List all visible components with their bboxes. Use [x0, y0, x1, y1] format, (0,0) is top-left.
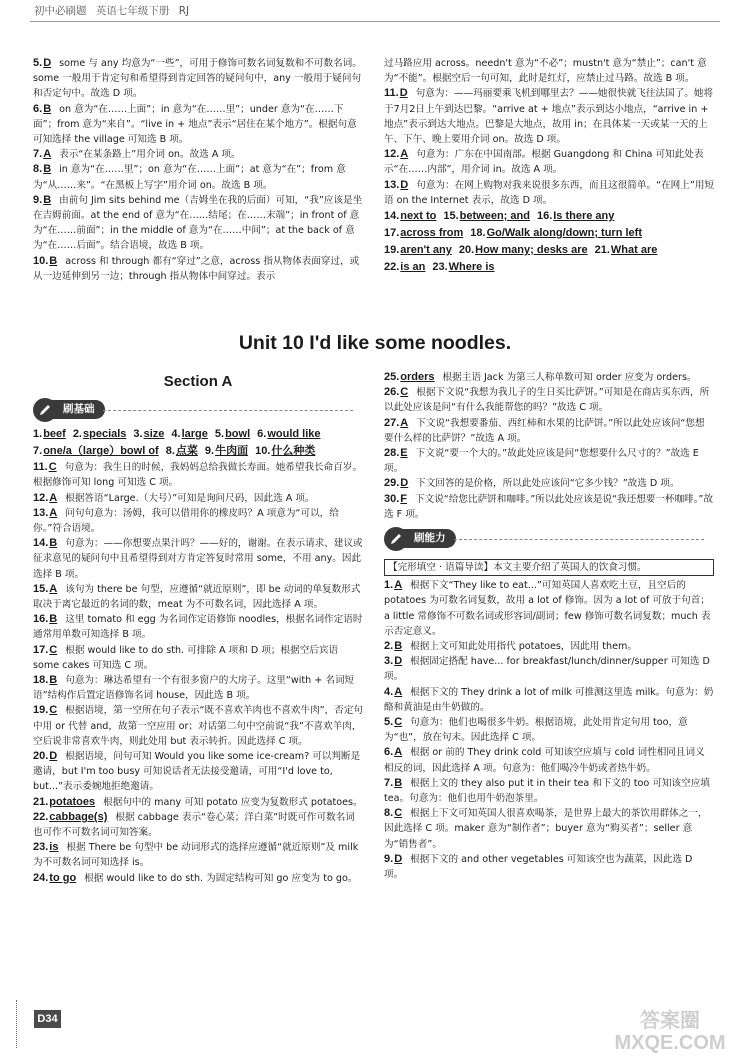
item-number: 27.	[384, 416, 400, 429]
left-bottom-column	[33, 362, 363, 886]
item-answer: C	[400, 386, 409, 399]
item-explanation: 下文说“给您比萨饼和咖啡。”所以此处应该是说“我还想要一杯咖啡。”故选 F 项。	[384, 493, 714, 520]
item-number: 23.	[33, 841, 49, 854]
item-number: 13.	[33, 506, 49, 519]
answer-item	[33, 254, 363, 284]
answer-item	[33, 536, 363, 582]
answer-item	[384, 745, 714, 775]
item-answer: D	[394, 852, 403, 865]
divider	[103, 410, 353, 411]
item-answer: B	[49, 613, 58, 626]
item-number: 21.	[594, 244, 610, 257]
item-explanation: 根据下文的 and other vegetables 可知该空也为蔬菜，因此选 D 项。	[384, 853, 693, 881]
item-number: 17.	[384, 227, 400, 240]
item-number: 2.	[384, 640, 394, 653]
answer-list	[33, 56, 363, 284]
item-explanation: 根据 would like to do sth. 为固定结构可知 go 应变为 to go。	[84, 872, 358, 884]
answer-item	[384, 639, 714, 654]
item-explanation: 根据上文的 they also put it in their tea 和下文的 too 可知该空应填 tea。句意为：他们也用牛奶泡茶里。	[384, 777, 710, 805]
item-number: 15.	[443, 210, 459, 223]
fill-answer: between; and	[459, 210, 530, 223]
item-explanation: 根据 cabbage 表示“卷心菜；洋白菜”时既可作可数名词也可作不可数名词可知答案。	[33, 811, 355, 839]
answer-item	[33, 460, 363, 490]
fill-answer: 点菜	[175, 445, 198, 458]
item-number: 15.	[33, 582, 49, 595]
answer-item	[384, 86, 714, 147]
section-title: Section A	[163, 373, 233, 390]
ability-badge-label: 刷能力	[402, 529, 456, 548]
item-number: 2.	[72, 428, 82, 441]
item-answer: C	[49, 704, 58, 717]
item-number: 8.	[165, 445, 175, 458]
item-answer: A	[400, 148, 409, 161]
answer-item	[384, 370, 714, 385]
answer-list	[384, 370, 714, 522]
fill-answer: 什么种类	[271, 445, 316, 458]
item-answer: D	[49, 750, 58, 763]
basic-badge	[33, 399, 105, 420]
item-number: 3.	[133, 428, 143, 441]
item-number: 10.	[255, 445, 271, 458]
fill-row	[33, 426, 363, 443]
item-number: 9.	[384, 852, 394, 865]
page-margin-line	[16, 1000, 17, 1048]
item-answer: B	[43, 193, 52, 206]
item-answer: D	[400, 477, 409, 490]
fill-answer: Go/Walk along/down; turn left	[486, 227, 642, 240]
item-answer: orders	[400, 371, 435, 383]
item-explanation: 问句句意为：汤姆，我可以借用你的橡皮吗？A 项意为“可以，给你。”符合语境。	[33, 507, 339, 535]
item-explanation: 根据固定搭配 have... for breakfast/lunch/dinner/supper 可知选 D 项。	[384, 656, 710, 683]
answer-item	[33, 703, 363, 749]
item-number: 8.	[384, 807, 394, 820]
item-explanation: 下文说“要一个大的。”故此处应该是问“您想要什么尺寸的？”故选 E 项。	[384, 448, 699, 475]
fill-answer: next to	[400, 210, 437, 223]
item-number: 10.	[33, 254, 49, 267]
reading-guide: 【完形填空 · 语篇导读】本文主要介绍了英国人的饮食习惯。	[384, 559, 714, 576]
ability-badge	[384, 528, 456, 549]
answer-item	[33, 147, 363, 162]
item-number: 8.	[33, 163, 43, 176]
answer-item	[33, 749, 363, 795]
item-answer: B	[49, 537, 58, 550]
item-explanation: 根据语境，第一空所在句子表示“既不喜欢羊肉也不喜欢牛肉”，否定句中用 or 代替 and，故第一空应用 or；对话第二句中空前说“我”不喜欢羊肉，空后说非常喜欢牛肉，则此处用 but 表示转折。因此选择 C 项。	[33, 705, 364, 747]
item-explanation: on 意为“在……上面”；in 意为“在……里”；under 意为“在……下面”；from 意为“来自”。“live in + 地点”表示“居住在某个地方”。根据句意可知选择 the village 可知选 B 项。	[33, 103, 357, 146]
fill-row	[384, 225, 714, 242]
fill-answer: beef	[43, 428, 66, 441]
item-explanation: 根据 There be 句型中 be 动词形式的选择应遵循“就近原则”及 milk 为不可数名词可知选择 is。	[33, 842, 359, 869]
item-answer: A	[400, 416, 409, 429]
item-number: 19.	[384, 244, 400, 257]
answer-item	[33, 162, 363, 192]
answer-item	[384, 806, 714, 852]
fill-row	[33, 443, 363, 460]
item-explanation: 下文回答的是价格，所以此处应该问“它多少钱？”故选 D 项。	[416, 478, 680, 490]
item-number: 18.	[470, 227, 486, 240]
item-number: 22.	[33, 810, 49, 823]
answer-item	[33, 193, 363, 254]
answer-item	[33, 612, 363, 642]
page-header	[34, 4, 195, 19]
fill-row	[384, 242, 714, 259]
right-bottom-column	[384, 370, 714, 882]
item-number: 25.	[384, 371, 400, 383]
header-rule	[30, 21, 720, 22]
item-explanation: across 和 through 都有“穿过”之意，across 指从物体表面穿过，或从一边延伸到另一边；through 指从物体中间穿过。表示	[33, 255, 360, 282]
item-answer: B	[49, 674, 58, 687]
watermark-logo: 答案圈 MXQE.COM	[614, 1010, 726, 1054]
answer-item	[33, 506, 363, 536]
answer-item	[384, 476, 714, 491]
item-answer: B	[43, 163, 52, 176]
item-answer: A	[49, 582, 58, 595]
item-answer: B	[394, 640, 403, 653]
header-subject: 英语七年级下册	[95, 5, 170, 17]
item-number: 6.	[384, 746, 394, 759]
answer-item	[384, 385, 714, 415]
fill-row	[384, 259, 714, 276]
item-number: 30.	[384, 492, 400, 505]
answer-item	[33, 795, 363, 810]
item-answer: D	[394, 655, 403, 668]
item-number: 14.	[384, 210, 400, 223]
item-explanation: 句意为：——玛丽要乘飞机到哪里去？——她很快就飞往法国了。她将于7月2日上午到达巴黎。“arrive at + 地点”表示到达小地点，“arrive in + 地点”表示到达大地点。巴黎是大地点，故用 in；在具体某一天或某一天的上午、下午、晚上要用介词 on。故选 D 项。	[384, 88, 714, 146]
answer-item	[33, 102, 363, 148]
fill-answer-list	[33, 426, 363, 460]
item-explanation: 根据语境，问句可知 Would you like some ice-cream? 可以判断是邀请，but I'm too busy 可知说话者无法接受邀请，可用“I'd love to, but...”表示委婉地拒绝邀请。	[33, 751, 361, 793]
left-top-column	[33, 56, 363, 284]
item-number: 11.	[33, 461, 48, 474]
header-book: 初中必刷题	[34, 5, 87, 17]
answer-item	[384, 416, 714, 446]
item-explanation: 该句为 there be 句型，应遵循“就近原则”，即 be 动词的单复数形式取决于离它最近的名词的数，meat 为不可数名词，因此选择 A 项。	[33, 583, 361, 611]
answer-item	[384, 178, 714, 208]
header-edition: RJ	[178, 5, 190, 17]
fill-answer: size	[143, 428, 165, 441]
item-number: 29.	[384, 477, 400, 490]
item-answer: F	[400, 492, 408, 505]
item-explanation: 由前句 Jim sits behind me（吉姆坐在我的后面）可知，“我”应该是坐在吉姆前面。at the end of 意为“在……结尾；在……末端”；in front of 意为“在……前面”；in the middle of 意为“在……中间”；at the back of 意为“在……后面”。结合语境，故选 B 项。	[33, 194, 363, 252]
item-number: 4.	[171, 428, 181, 441]
item-number: 22.	[384, 261, 400, 274]
fill-answer-list	[384, 208, 714, 276]
item-answer: B	[43, 102, 52, 115]
basic-badge-label: 刷基础	[51, 400, 105, 419]
answer-item	[33, 673, 363, 703]
fill-answer: would like	[267, 428, 321, 441]
answer-item	[33, 871, 363, 886]
item-answer: B	[394, 776, 403, 789]
item-number: 13.	[384, 178, 400, 191]
answer-item	[384, 147, 714, 177]
fill-answer: one/a（large）bowl of	[43, 445, 159, 458]
item-number: 16.	[33, 613, 49, 626]
item-number: 23.	[432, 261, 448, 274]
page-number: D34	[34, 1010, 61, 1028]
item-number: 18.	[33, 674, 49, 687]
answer-list	[33, 460, 363, 886]
item-number: 1.	[33, 428, 43, 441]
answer-item	[384, 685, 714, 715]
item-explanation: 句意为：琳达希望有一个有很多窗户的大房子。这里“with + 名词短语”结构作后置定语修饰名词 house，因此选 B 项。	[33, 675, 355, 702]
item-explanation: some 与 any 均意为“一些”，可用于修饰可数名词复数和不可数名词。some 一般用于肯定句和希望得到肯定回答的疑问句中，any 一般用于疑问句和否定句中。故选 D 项。	[33, 58, 362, 100]
item-number: 5.	[33, 57, 43, 69]
answer-item	[384, 715, 714, 745]
item-explanation: 句意为：在网上购物对我来说很多东西，而且这很简单。“在网上”用短语 on the Internet 表示，故选 D 项。	[384, 179, 715, 206]
right-top-column	[384, 56, 714, 276]
item-answer: A	[43, 148, 52, 161]
fill-answer: 牛肉面	[215, 445, 249, 458]
item-explanation: 根据主语 Jack 为第三人称单数可知 order 应变为 orders。	[442, 372, 697, 383]
item-number: 6.	[257, 428, 267, 441]
item-answer: E	[400, 447, 408, 460]
fill-row	[384, 208, 714, 225]
item-explanation: 过马路应用 across。needn't 意为“不必”；mustn't 意为“禁止”；can't 意为“不能”。根据空后一句可知，此时是红灯，应禁止过马路。故选 B 项。	[384, 58, 707, 85]
pen-icon	[384, 527, 408, 551]
answer-item	[33, 840, 363, 870]
item-number: 3.	[384, 655, 394, 668]
item-answer: potatoes	[49, 795, 96, 808]
fill-answer: large	[181, 428, 208, 441]
item-answer: D	[400, 178, 409, 191]
answer-item	[384, 446, 714, 476]
item-answer: is	[49, 841, 59, 854]
item-number: 21.	[33, 795, 49, 808]
item-explanation: 根据上文可知此处用指代 potatoes，因此用 them。	[410, 641, 637, 653]
item-answer: B	[49, 254, 58, 267]
item-number: 12.	[33, 491, 49, 504]
item-explanation: 表示“在某条路上”用介词 on。故选 A 项。	[59, 149, 241, 161]
item-explanation: 句意为：广东在中国南部。根据 Guangdong 和 China 可知此处表示“在……内部”，用介词 in。故选 A 项。	[384, 149, 704, 176]
item-answer: C	[48, 461, 57, 474]
answer-item	[33, 56, 363, 102]
answer-item	[33, 810, 363, 840]
item-answer: C	[394, 716, 403, 729]
item-number: 28.	[384, 447, 400, 460]
item-answer: D	[399, 87, 408, 100]
item-explanation: 根据句中的 many 可知 potato 应变为复数形式 potatoes。	[103, 796, 363, 808]
item-number: 7.	[384, 776, 394, 789]
item-explanation: 根据下文的 They drink a lot of milk 可推测这里选 milk。句意为：奶酪和黄油是由牛奶做的。	[384, 686, 714, 713]
item-number: 14.	[33, 537, 49, 550]
fill-answer: How many; desks are	[475, 244, 588, 257]
item-number: 9.	[33, 193, 43, 206]
fill-answer: specials	[83, 428, 127, 441]
item-number: 26.	[384, 386, 400, 399]
item-explanation: 句意为：——你想要点果汁吗？——好的，谢谢。在表示请求、建议或征求意见的疑问句中且希望得到对方肯定答复时常用 some，不用 any。因此选择 B 项。	[33, 538, 363, 580]
fill-answer: is an	[400, 261, 426, 274]
item-number: 20.	[458, 244, 475, 257]
item-number: 16.	[536, 210, 553, 223]
answer-item	[33, 491, 363, 506]
item-number: 7.	[33, 148, 43, 161]
answer-item	[384, 492, 714, 522]
fill-answer: Where is	[448, 261, 495, 274]
item-explanation: in 意为“在……里”；on 意为“在……上面”；at 意为“在”；from 意为“从……来”。“在黑板上写字”用介词 on。故选 B 项。	[33, 164, 346, 191]
fill-answer: across from	[400, 227, 464, 240]
answer-item	[384, 776, 714, 806]
item-explanation: 句意为：他们也喝很多牛奶。根据语境，此处用肯定句用 too，意为“也”，放在句末。因此选择 C 项。	[384, 717, 688, 744]
item-answer: cabbage(s)	[49, 810, 108, 823]
item-number: 1.	[384, 579, 394, 592]
item-number: 17.	[33, 643, 49, 656]
answer-item	[384, 578, 714, 639]
item-answer: A	[394, 685, 403, 698]
item-answer: C	[394, 807, 403, 820]
answer-item	[384, 56, 714, 86]
fill-answer: bowl	[225, 428, 251, 441]
unit-title: Unit 10 I'd like some noodles.	[238, 332, 512, 354]
pen-icon	[33, 398, 57, 422]
item-explanation: 根据下文“They like to eat...”可知英国人喜欢吃土豆，且空后的 potatoes 为可数名词复数，故用 a lot of 修饰。因为 a lot of 可放于句首；a little 常修饰不可数名词或形容词/副词；few 修饰可数名词复数；much 表示否定意义。	[384, 580, 711, 637]
fill-answer: Is there any	[553, 210, 615, 223]
item-explanation: 根据 or 前的 They drink cold 可知该空应填与 cold 词性相同且词义相反的词，因此选择 A 项。句意为：他们喝冷牛奶或者热牛奶。	[384, 747, 705, 774]
answer-item	[33, 643, 363, 673]
answer-list	[384, 578, 714, 882]
item-number: 12.	[384, 148, 400, 161]
item-explanation: 根据答语“Large.（大号）”可知是询问尺码，因此选 A 项。	[65, 492, 315, 504]
answer-item	[384, 654, 714, 684]
answer-item	[33, 582, 363, 612]
fill-answer: aren't any	[400, 244, 452, 257]
divider	[454, 539, 704, 540]
item-explanation: 这里 tomato 和 egg 为名词作定语修饰 noodles，根据名词作定语时通常用单数可知选择 B 项。	[33, 614, 363, 641]
item-number: 5.	[214, 428, 225, 441]
item-explanation: 根据下文说“我想为我儿子的生日买比萨饼。”可知是在商店买东西，所以此处应该是问“有什么我能帮您的吗？”故选 C 项。	[384, 387, 710, 414]
item-explanation: 句意为：我生日的时候，我妈妈总给我做长寿面。她希望我长命百岁。根据修饰可知 long 可知选 C 项。	[33, 462, 363, 489]
item-number: 24.	[33, 871, 49, 884]
item-explanation: 下文说“我想要番茄、西红柿和水果的比萨饼。”所以此处应该问“您想要什么样的比萨饼？”故选 A 项。	[384, 417, 705, 444]
item-explanation: 根据上下文可知英国人很喜欢喝茶，是世界上最大的茶饮用群体之一，因此选择 C 项。maker 意为“制作者”；buyer 意为“购买者”；seller 意为“销售者”。	[384, 808, 708, 850]
item-answer: A	[49, 506, 58, 519]
item-explanation: 根据 would like to do sth. 可排除 A 项和 D 项；根据空后宾语 some cakes 可知选 C 项。	[33, 644, 339, 671]
item-number: 6.	[33, 102, 43, 115]
item-number: 20.	[33, 750, 49, 763]
item-answer: C	[49, 643, 58, 656]
item-number: 9.	[204, 445, 215, 458]
item-number: 4.	[384, 685, 394, 698]
item-number: 5.	[384, 716, 394, 729]
item-answer: A	[49, 491, 58, 504]
fill-answer: What are	[610, 244, 658, 257]
item-answer: to go	[49, 871, 77, 884]
answer-list	[384, 56, 714, 208]
item-answer: A	[394, 746, 403, 759]
item-number: 19.	[33, 704, 49, 717]
answer-item	[384, 852, 714, 882]
item-number: 11.	[384, 87, 399, 100]
item-answer: A	[394, 579, 403, 592]
item-answer: D	[43, 57, 52, 69]
item-number: 7.	[33, 445, 43, 458]
